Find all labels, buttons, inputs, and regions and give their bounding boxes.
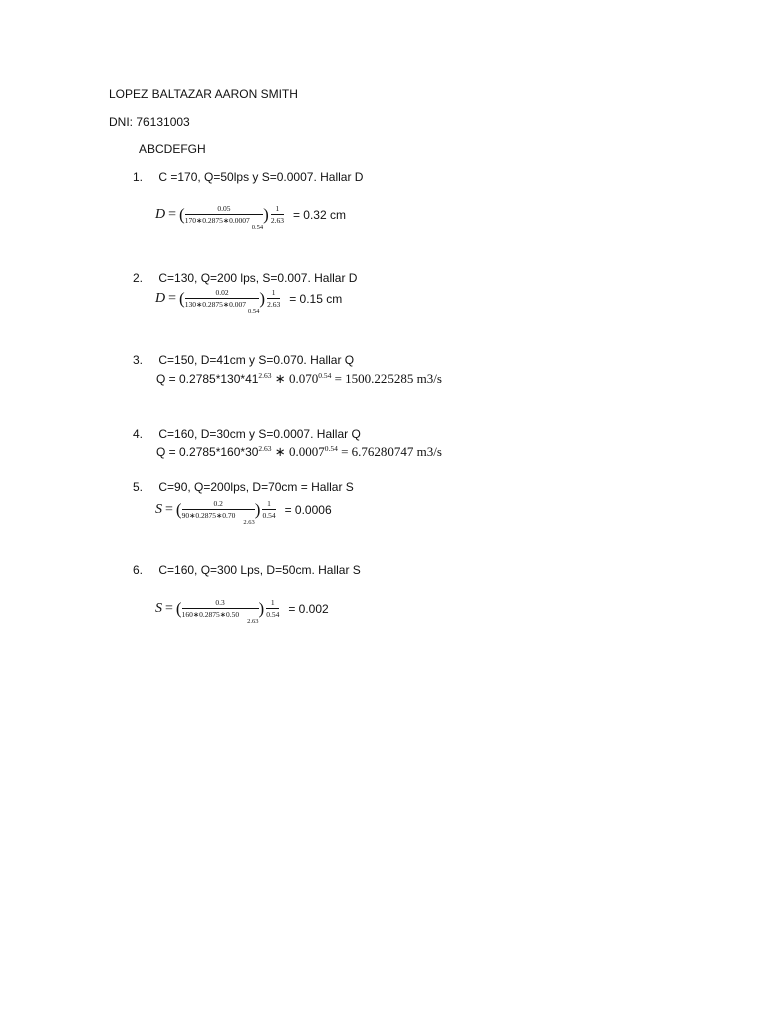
inner-fraction: [184, 204, 264, 231]
equals-sign: =: [165, 501, 173, 517]
problem-text: C=90, Q=200lps, D=70cm = Hallar S: [158, 480, 354, 494]
problem-text: C=160, Q=300 Lps, D=50cm. Hallar S: [158, 563, 361, 577]
fraction-numerator: 0.3: [215, 598, 225, 607]
equation-variable: D: [155, 206, 166, 222]
problem-4-formula: [156, 444, 442, 460]
formula-exponent-2: 0.54: [324, 444, 338, 453]
problem-3-formula: [156, 371, 442, 387]
equation-result: = 0.32 cm: [292, 207, 346, 222]
formula-result: = 6.76280747 m3/s: [337, 444, 442, 459]
outer-exponent-fraction: [266, 598, 279, 619]
problem-text: C =170, Q=50lps y S=0.0007. Hallar D: [158, 170, 364, 184]
equation-variable: S: [155, 501, 162, 517]
problem-text: C=130, Q=200 lps, S=0.007. Hallar D: [158, 271, 358, 285]
denominator-exponent: 2.63: [247, 618, 259, 625]
formula-middle: ∗ 0.0007: [271, 444, 325, 459]
problem-number: 4.: [133, 427, 144, 441]
formula-exponent-1: 2.63: [258, 444, 272, 453]
outer-numerator: 1: [267, 499, 271, 508]
formula-middle: ∗ 0.070: [271, 371, 319, 386]
outer-exponent-fraction: [262, 499, 275, 520]
problem-text: C=150, D=41cm y S=0.070. Hallar Q: [158, 353, 355, 367]
open-paren: (: [175, 499, 182, 519]
problem-5-equation: [155, 499, 332, 526]
denominator-exponent: 2.63: [243, 519, 255, 526]
denominator-text: 130∗0.2875∗0.007: [184, 300, 247, 309]
fraction-denominator: [184, 298, 260, 315]
equals-sign: =: [168, 206, 177, 222]
problem-2-statement: [133, 271, 357, 285]
close-paren: ): [254, 499, 261, 519]
close-paren: ): [263, 204, 269, 224]
letters-code: ABCDEFGH: [139, 142, 206, 156]
formula-exponent-1: 2.63: [258, 371, 272, 380]
formula-result: = 1500.225285 m3/s: [331, 371, 442, 386]
student-name: LOPEZ BALTAZAR AARON SMITH: [109, 87, 298, 101]
problem-text: C=160, D=30cm y S=0.0007. Hallar Q: [158, 427, 361, 441]
problem-1-statement: [133, 170, 363, 184]
outer-denominator: 0.54: [266, 610, 280, 619]
outer-denominator: 0.54: [262, 511, 276, 520]
outer-numerator: 1: [270, 598, 275, 607]
denominator-text: 90∗0.2875∗0.70: [181, 511, 236, 520]
problem-4-statement: [133, 427, 361, 441]
inner-fraction: [184, 288, 260, 315]
fraction-denominator: [181, 509, 255, 526]
equation-variable: S: [155, 600, 162, 616]
denominator-exponent: 0.54: [251, 224, 264, 231]
inner-fraction: [181, 499, 255, 526]
close-paren: ): [259, 288, 266, 308]
fraction-denominator: [184, 214, 264, 231]
problem-3-statement: [133, 353, 354, 367]
fraction-denominator: [181, 608, 259, 625]
open-paren: (: [179, 204, 185, 224]
denominator-exponent: 0.54: [248, 308, 260, 315]
formula-lead: Q = 0.2785*160*30: [156, 445, 259, 459]
equation-result: = 0.0006: [284, 502, 332, 517]
problem-6-statement: [133, 563, 361, 577]
equation-variable: D: [155, 290, 166, 306]
equals-sign: =: [165, 600, 173, 616]
problem-6-equation: [155, 598, 329, 625]
outer-denominator: 2.63: [270, 216, 284, 225]
problem-number: 1.: [133, 170, 144, 184]
problem-1-equation: [155, 204, 346, 231]
problem-number: 3.: [133, 353, 144, 367]
formula-lead: Q = 0.2785*130*41: [156, 372, 259, 386]
outer-numerator: 1: [275, 204, 280, 213]
problem-number: 6.: [133, 563, 144, 577]
problem-2-equation: [155, 288, 343, 315]
problem-5-statement: [133, 480, 354, 494]
formula-exponent-2: 0.54: [318, 371, 332, 380]
inner-fraction: [181, 598, 259, 625]
problem-number: 2.: [133, 271, 144, 285]
close-paren: ): [258, 598, 265, 618]
outer-numerator: 1: [271, 288, 276, 297]
equation-result: = 0.15 cm: [289, 291, 343, 306]
denominator-text: 170∗0.2875∗0.0007: [184, 216, 250, 225]
outer-exponent-fraction: [267, 288, 280, 309]
student-dni: DNI: 76131003: [109, 115, 190, 129]
outer-denominator: 2.63: [267, 300, 281, 309]
open-paren: (: [179, 288, 185, 308]
equation-result: = 0.002: [288, 601, 329, 616]
fraction-numerator: 0.02: [215, 288, 229, 297]
outer-exponent-fraction: [271, 204, 284, 225]
fraction-numerator: 0.05: [217, 204, 231, 213]
denominator-text: 160∗0.2875∗0.50: [181, 610, 240, 619]
equals-sign: =: [168, 290, 177, 306]
open-paren: (: [175, 598, 182, 618]
fraction-numerator: 0.2: [213, 499, 223, 508]
problem-number: 5.: [133, 480, 144, 494]
